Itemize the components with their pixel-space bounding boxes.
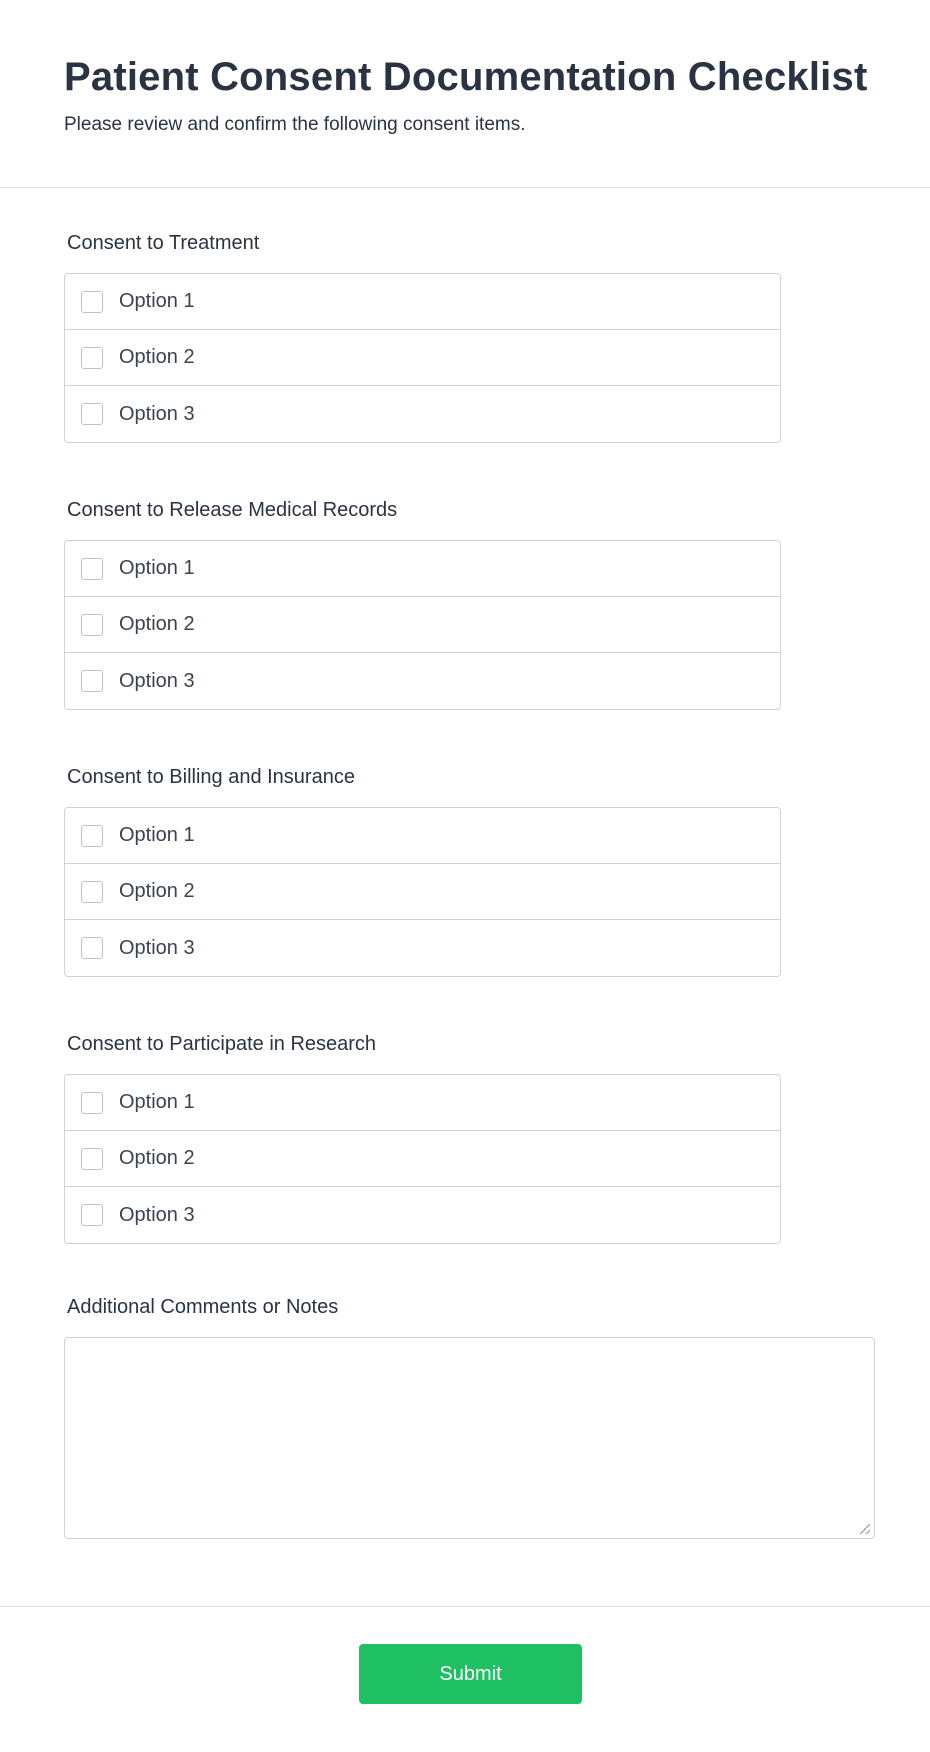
checkbox-option[interactable] [65, 597, 780, 653]
checkbox-option[interactable] [65, 386, 780, 442]
option-label: Option 3 [119, 669, 195, 692]
option-label: Option 1 [119, 824, 195, 846]
group-label: Consent to Release Medical Records [67, 499, 398, 521]
group-label: Consent to Participate in Research [67, 1033, 377, 1055]
checkbox-option[interactable] [65, 864, 780, 920]
option-label: Option 2 [119, 1147, 195, 1169]
consent-group-research [0, 1031, 930, 1244]
checkbox-option[interactable] [65, 1187, 780, 1243]
checkbox-list [64, 540, 781, 710]
checkbox[interactable] [81, 403, 103, 425]
form-header [0, 0, 930, 188]
checkbox[interactable] [81, 558, 103, 580]
option-label: Option 3 [119, 402, 195, 425]
checkbox[interactable] [81, 1092, 103, 1114]
comments-section [0, 1294, 930, 1539]
checkbox[interactable] [81, 1204, 103, 1226]
checkbox-option[interactable] [65, 541, 780, 597]
checkbox-list [64, 1074, 781, 1244]
checkbox[interactable] [81, 347, 103, 369]
checkbox[interactable] [81, 881, 103, 903]
checkbox-list [64, 273, 781, 443]
checkbox[interactable] [81, 1148, 103, 1170]
form-footer [0, 1606, 930, 1752]
option-label: Option 1 [119, 290, 195, 312]
checkbox-option[interactable] [65, 1075, 780, 1131]
resize-handle-icon[interactable] [860, 1524, 870, 1534]
option-label: Option 3 [119, 936, 195, 959]
checkbox-option[interactable] [65, 274, 780, 330]
checkbox[interactable] [81, 291, 103, 313]
checkbox-list [64, 807, 781, 977]
checkbox[interactable] [81, 614, 103, 636]
option-label: Option 2 [119, 346, 195, 368]
checkbox[interactable] [81, 670, 103, 692]
consent-group-billing [0, 764, 930, 977]
option-label: Option 2 [119, 613, 195, 635]
comments-textarea-wrapper [64, 1337, 875, 1539]
checkbox-option[interactable] [65, 1131, 780, 1187]
consent-group-records [0, 497, 930, 710]
group-label: Consent to Billing and Insurance [67, 766, 355, 788]
page-subtitle: Please review and confirm the following consent items. [64, 114, 526, 135]
option-label: Option 3 [119, 1203, 195, 1226]
comments-textarea[interactable] [65, 1338, 874, 1538]
comments-label: Additional Comments or Notes [67, 1296, 339, 1318]
checkbox-option[interactable] [65, 808, 780, 864]
submit-button[interactable]: Submit [359, 1644, 582, 1704]
checkbox[interactable] [81, 825, 103, 847]
option-label: Option 2 [119, 880, 195, 902]
checkbox-option[interactable] [65, 653, 780, 709]
form-body [0, 188, 930, 1539]
checkbox[interactable] [81, 937, 103, 959]
checkbox-option[interactable] [65, 330, 780, 386]
consent-group-treatment [0, 230, 930, 443]
group-label: Consent to Treatment [67, 232, 260, 254]
option-label: Option 1 [119, 1091, 195, 1113]
page-title: Patient Consent Documentation Checklist [64, 55, 868, 99]
option-label: Option 1 [119, 557, 195, 579]
checkbox-option[interactable] [65, 920, 780, 976]
